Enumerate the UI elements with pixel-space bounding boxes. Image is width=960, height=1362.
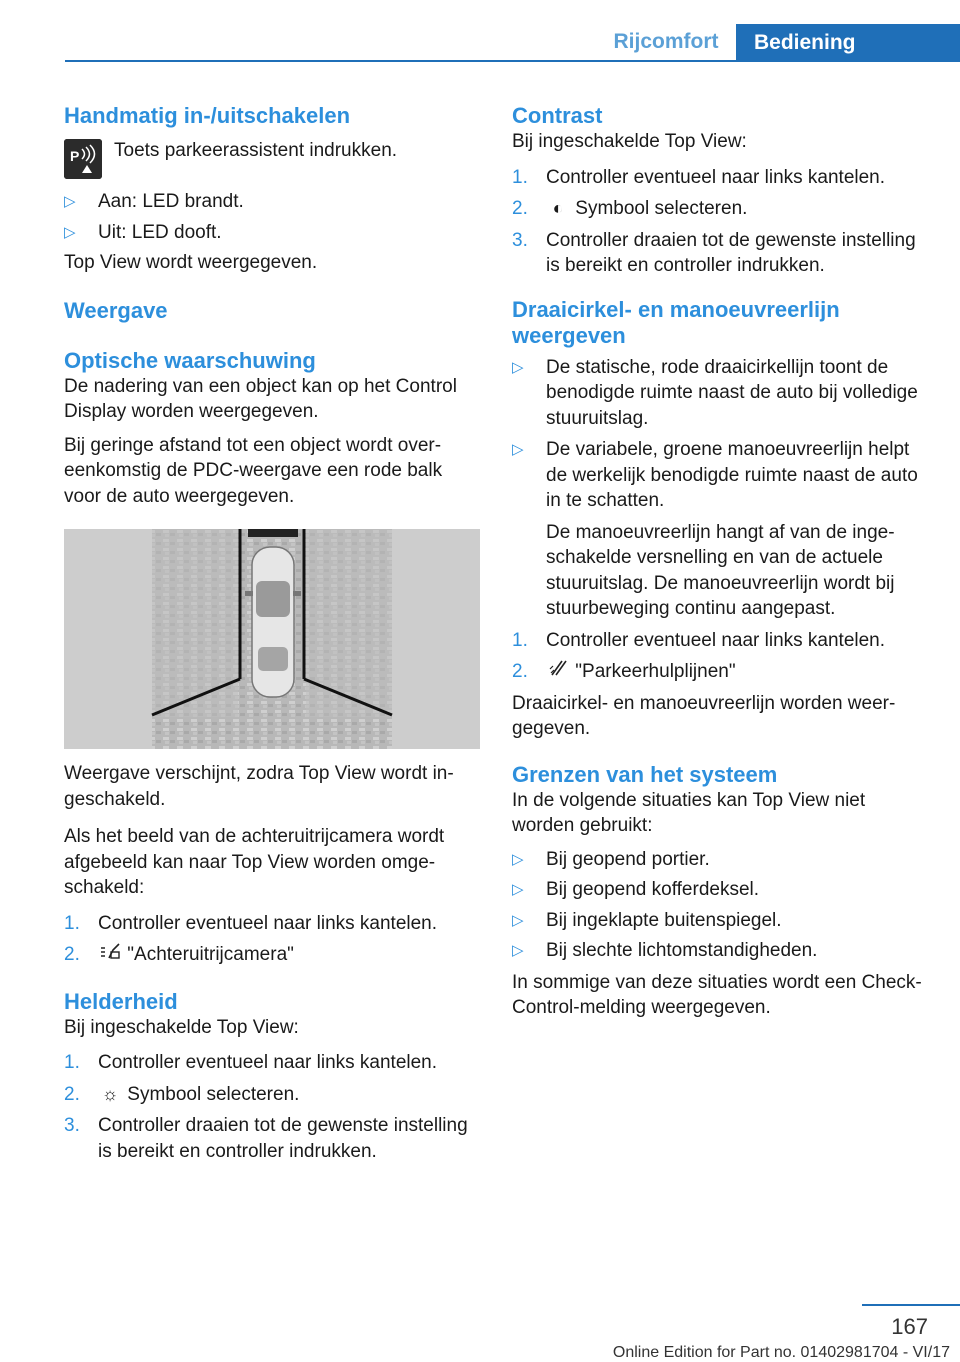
pdc-display-image [64,529,480,749]
triangle-right-icon: ▷ [512,942,524,959]
triangle-right-icon: ▷ [512,850,524,868]
heading-weergave: Weergave [64,297,168,323]
triangle-right-icon: ▷ [512,441,524,458]
list-item: ▷ Aan: LED brandt. [64,189,482,215]
triangle-right-icon: ▷ [512,911,524,929]
list-item: 1. Controller eventueel naar links kantelen. [512,629,886,651]
list-item: ▷ Bij geopend kofferdeksel. [512,877,932,903]
contrast-steps [512,165,932,279]
heading-grenzen: Grenzen van het systeem [512,761,778,787]
triangle-right-icon: ▷ [64,223,76,241]
camera-steps [64,911,482,968]
list-item: ▷ Bij ingeklapte buitenspiegel. [512,908,932,934]
heading-optische-waarschuwing: Optische waarschuwing [64,347,316,373]
triangle-right-icon: ▷ [512,358,524,376]
list-item: ▷ De statische, rode draaicirkellijn toont de benodigde ruimte naast de auto bij volledige stuuruitslag. [512,355,932,432]
parking-assist-button-icon [64,139,102,179]
after-img-p2: Als het beeld van de achteruitrijcamera wordt afgebeeld kan naar Top View worden omgeschakeld: [64,826,445,898]
brightness-icon: ☼ [101,1083,119,1104]
list-item: ▷ De variabele, groene manoeuvreerlijn helpt de werkelijk benodigde ruimte naast de auto in te schatten. [512,437,932,514]
manual-text: Toets parkeerassistent indrukken. [114,140,398,161]
helder-intro: Bij ingeschakelde Top View: [64,1016,299,1038]
list-item: 3. Controller draaien tot de gewenste instelling is bereikt en controller indrukken. [512,229,916,276]
list-item: 2. "Achteruitrijcamera" [64,942,482,968]
heading-draaicirkel: Draaicirkel- en manoeuvreerlijn weergeven [512,296,840,348]
draai-bullets [512,355,932,622]
led-list [64,189,482,245]
list-item: ▷ Uit: LED dooft. [64,220,482,246]
list-item: ▷ Bij slechte lichtomstandigheden. [512,938,932,964]
parking-lines-icon [546,659,570,685]
list-item: 2. "Parkeerhulplijnen" [512,659,932,685]
list-item: 2. ◐ Symbool selecteren. [512,196,932,222]
after-img-p1: Weergave verschijnt, zodra Top View wordt ingeschakeld. [64,763,454,810]
contrast-intro: Bij ingeschakelde Top View: [512,131,747,152]
topview-shown-text: Top View wordt weergegeven. [64,252,318,273]
heading-helderheid: Helderheid [64,988,178,1014]
optisch-p2: Bij geringe afstand tot een object wordt overeenkomstig de PDC-weergave een rode balk voor de auto weergegeven. [64,434,443,507]
optisch-p1: De nadering van een object kan op het Control Display worden weergegeven. [64,375,457,422]
helder-steps [64,1050,482,1164]
tab-bediening[interactable]: Bediening [736,24,960,61]
triangle-right-icon: ▷ [64,193,76,210]
edition-text: Online Edition for Part no. 01402981704 - VI/17 [612,1344,950,1361]
svg-text:P: P [70,148,80,164]
tab-rijcomfort[interactable]: Rijcomfort [613,30,719,53]
triangle-right-icon: ▷ [512,881,524,898]
list-item: 2. ☼ Symbool selecteren. [64,1082,482,1108]
heading-contrast: Contrast [512,103,603,128]
manual-row [64,139,482,179]
list-item: ▷ Bij geopend portier. [512,847,932,873]
grenzen-intro: In de volgende situaties kan Top View niet worden gebruikt: [512,789,866,836]
page-number: 167 [891,1314,928,1339]
list-item: 1. Controller eventueel naar links kantelen. [64,1052,438,1073]
left-column [64,100,482,1164]
header-rule [65,60,960,62]
draai-steps [512,628,932,685]
list-item: 1. Controller eventueel naar links kantelen. [64,912,438,934]
contrast-icon: ◐ [552,198,564,218]
heading-handmatig: Handmatig in-/uitschakelen [64,103,351,128]
grenzen-bullets [512,847,932,964]
list-item: 1. Controller eventueel naar links kantelen. [512,166,886,188]
list-item-note: De manoeuvreerlijn hangt af van de ingeschakelde versnelling en van de actuele stuuruitslag. De manoeuvreerlijn wordt bij stuurbeweging continu aangepast. [546,521,895,619]
rear-camera-icon [98,942,122,968]
list-item: 3. Controller draaien tot de gewenste instelling is bereikt en controller indrukken. [64,1115,468,1162]
footer-rule [862,1304,960,1306]
right-column [512,100,932,1021]
grenzen-outro: In sommige van deze situaties wordt een Check-Control-melding weergegeven. [512,971,922,1018]
draai-result: Draaicirkel- en manoeuvreerlijn worden weergegeven. [512,692,896,739]
